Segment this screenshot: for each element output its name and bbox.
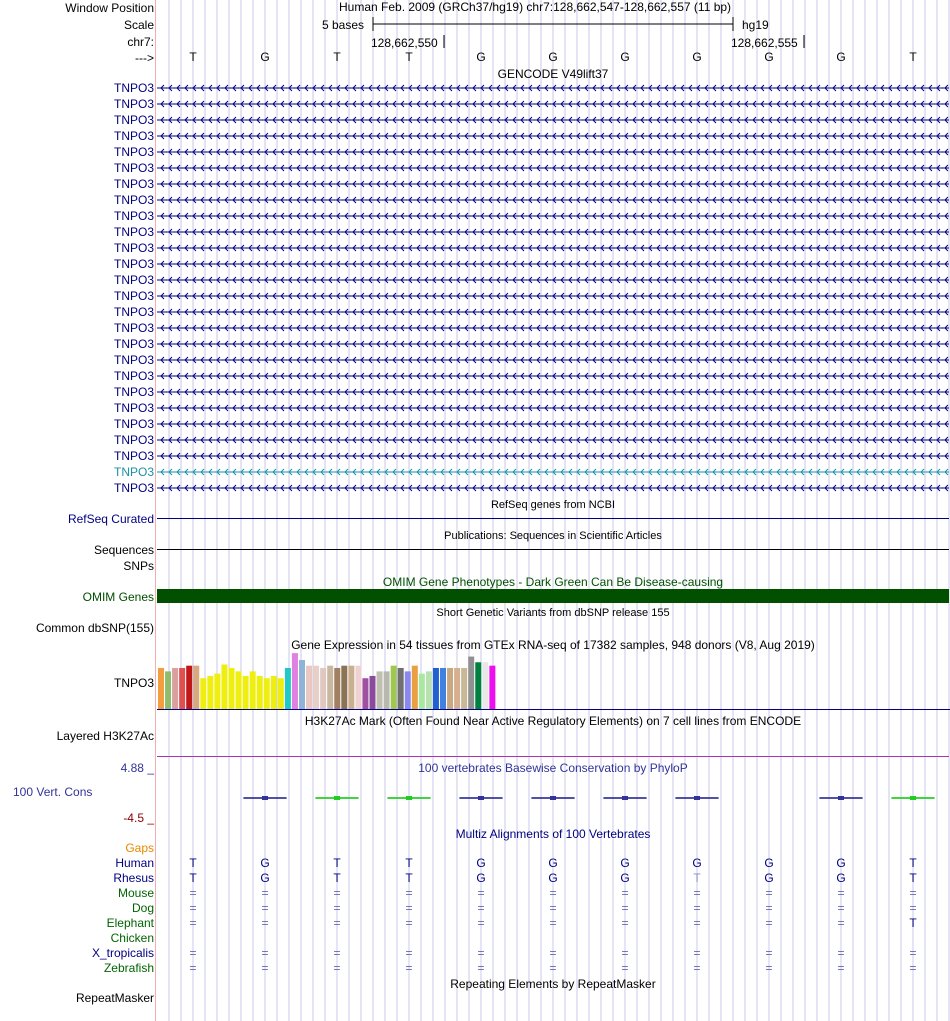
gencode-transcript[interactable] (157, 484, 949, 492)
h3k27-line[interactable] (157, 756, 949, 757)
gtex-tissue-bar (489, 666, 495, 709)
multiz-base: = (765, 901, 773, 915)
multiz-base: = (765, 916, 773, 930)
gencode-gene-label[interactable]: TNPO3 (113, 369, 154, 383)
gencode-gene-label[interactable]: TNPO3 (113, 97, 154, 111)
gencode-transcript[interactable] (157, 228, 949, 236)
multiz-base: G (476, 871, 486, 885)
base-letter: G (836, 50, 846, 64)
gtex-tissue-bar (468, 657, 474, 709)
sequences-label[interactable]: Sequences (93, 543, 154, 557)
multiz-base: = (261, 961, 269, 975)
base-letter: T (909, 50, 917, 64)
gencode-gene-label[interactable]: TNPO3 (113, 193, 154, 207)
multiz-base: = (261, 901, 269, 915)
cons-label[interactable]: 100 Vert. Cons (13, 785, 93, 799)
multiz-base: = (333, 946, 341, 960)
gtex-tissue-bar (327, 666, 333, 709)
multiz-base: = (837, 961, 845, 975)
gencode-transcript[interactable] (157, 212, 949, 220)
gtex-tissue-bar (172, 668, 178, 709)
scale-db: hg19 (742, 18, 769, 32)
multiz-base: = (909, 901, 917, 915)
gtex-tissue-bar (229, 668, 235, 709)
multiz-base: = (189, 916, 197, 930)
multiz-base: G (764, 856, 774, 870)
conservation-peak (334, 796, 340, 800)
multiz-base: G (260, 871, 270, 885)
multiz-base: = (837, 901, 845, 915)
multiz-base: = (261, 946, 269, 960)
multiz-base: = (549, 916, 557, 930)
gtex-tissue-bar (250, 671, 256, 709)
multiz-species-label[interactable]: Rhesus (113, 871, 154, 885)
multiz-base: T (333, 856, 341, 870)
multiz-base: T (189, 856, 197, 870)
gencode-gene-label[interactable]: TNPO3 (113, 129, 154, 143)
refseq-line[interactable] (157, 518, 949, 519)
multiz-base: = (909, 961, 917, 975)
multiz-base: = (189, 901, 197, 915)
multiz-species-label[interactable]: Mouse (117, 886, 154, 900)
multiz-base: T (189, 871, 197, 885)
gencode-gene-label[interactable]: TNPO3 (113, 353, 154, 367)
gencode-transcript[interactable] (157, 84, 949, 92)
omim-label[interactable]: OMIM Genes (82, 590, 154, 604)
gencode-gene-label[interactable]: TNPO3 (113, 305, 154, 319)
multiz-base: = (405, 916, 413, 930)
gtex-tissue-bar (348, 666, 354, 709)
conservation-peak (622, 796, 628, 800)
assembly-title: Human Feb. 2009 (GRCh37/hg19) chr7:128,662,547-128,662,557 (11 bp) (339, 0, 732, 14)
multiz-species-label[interactable]: Chicken (110, 931, 154, 945)
gencode-gene-label[interactable]: TNPO3 (113, 433, 154, 447)
gencode-transcript[interactable] (157, 324, 949, 332)
gtex-tissue-bar (482, 662, 488, 709)
multiz-species-label[interactable]: X_tropicalis (91, 946, 154, 960)
multiz-base: = (261, 916, 269, 930)
cons-max-label: 4.88 _ (120, 761, 154, 775)
multiz-base: T (405, 871, 413, 885)
gtex-tissue-bar (313, 666, 319, 709)
gencode-transcript[interactable] (157, 308, 949, 316)
gencode-gene-label[interactable]: TNPO3 (113, 385, 154, 399)
gencode-gene-label[interactable]: TNPO3 (113, 209, 154, 223)
base-letter: T (333, 50, 341, 64)
multiz-base: G (764, 871, 774, 885)
conservation-peak (406, 796, 412, 800)
gencode-gene-label[interactable]: TNPO3 (113, 81, 154, 95)
gencode-gene-label[interactable]: TNPO3 (113, 321, 154, 335)
multiz-base: T (693, 871, 701, 885)
multiz-base: G (476, 856, 486, 870)
gencode-gene-label[interactable]: TNPO3 (113, 177, 154, 191)
multiz-base: = (405, 961, 413, 975)
h3k27-label[interactable]: Layered H3K27Ac (56, 729, 154, 743)
pubs-title: Publications: Sequences in Scientific Articles (444, 530, 662, 542)
multiz-base: = (909, 946, 917, 960)
gencode-gene-label[interactable]: TNPO3 (113, 145, 154, 159)
gencode-gene-label[interactable]: TNPO3 (113, 225, 154, 239)
gtex-tissue-bar (412, 666, 418, 709)
conservation-peak (910, 796, 916, 800)
gaps-label[interactable]: Gaps (125, 841, 154, 855)
multiz-base: = (693, 961, 701, 975)
gtex-label[interactable]: TNPO3 (113, 676, 154, 690)
base-letter: G (476, 50, 486, 64)
gtex-tissue-bar (377, 671, 383, 709)
gencode-gene-label[interactable]: TNPO3 (113, 273, 154, 287)
multiz-base: T (333, 871, 341, 885)
gtex-tissue-bar (165, 671, 171, 709)
multiz-base: = (477, 946, 485, 960)
multiz-base: = (261, 886, 269, 900)
multiz-base: = (189, 886, 197, 900)
gencode-gene-label[interactable]: TNPO3 (113, 481, 154, 495)
gencode-gene-label[interactable]: TNPO3 (113, 449, 154, 463)
multiz-base: = (765, 946, 773, 960)
chrom-label: chr7: (127, 35, 154, 49)
dbsnp-label[interactable]: Common dbSNP(155) (35, 621, 154, 635)
multiz-base: G (620, 856, 630, 870)
conservation-plot[interactable] (0, 785, 950, 815)
snps-label[interactable]: SNPs (123, 559, 154, 573)
gencode-transcript[interactable] (157, 100, 949, 108)
multiz-base: G (692, 856, 702, 870)
conservation-peak (262, 796, 268, 800)
gtex-tissue-bar (426, 671, 432, 709)
multiz-base: G (260, 856, 270, 870)
gencode-gene-label[interactable]: TNPO3 (113, 113, 154, 127)
multiz-title: Multiz Alignments of 100 Vertebrates (455, 827, 651, 841)
coord-label-2: 128,662,555 (731, 36, 798, 50)
multiz-base: G (836, 871, 846, 885)
gtex-tissue-bar (334, 668, 340, 709)
base-letter: G (620, 50, 630, 64)
gtex-tissue-bar (278, 678, 284, 709)
scale-label: Scale (123, 18, 154, 32)
conservation-peak (694, 796, 700, 800)
h3k27-title: H3K27Ac Mark (Often Found Near Active Regulatory Elements) on 7 cell lines from ENCODE (304, 714, 802, 728)
multiz-base: = (477, 886, 485, 900)
gencode-transcript[interactable] (157, 244, 949, 252)
gencode-gene-label[interactable]: TNPO3 (113, 337, 154, 351)
multiz-base: G (548, 871, 558, 885)
multiz-species-label[interactable]: Human (115, 856, 154, 870)
multiz-base: = (189, 961, 197, 975)
gtex-tissue-bar (186, 666, 192, 709)
gtex-tissue-bar (306, 666, 312, 709)
multiz-base: = (477, 961, 485, 975)
multiz-base: = (693, 886, 701, 900)
multiz-base: G (836, 856, 846, 870)
gtex-tissue-bar (200, 678, 206, 709)
gencode-transcript[interactable] (157, 292, 949, 300)
gtex-tissue-bar (179, 668, 185, 709)
multiz-base: T (909, 871, 917, 885)
multiz-base: G (620, 871, 630, 885)
gtex-tissue-bar (285, 668, 291, 709)
multiz-base: = (333, 916, 341, 930)
conservation-peak (478, 796, 484, 800)
omim-title: OMIM Gene Phenotypes - Dark Green Can Be Disease-causing (382, 575, 724, 589)
gencode-gene-label[interactable]: TNPO3 (113, 161, 154, 175)
gtex-tissue-bar (391, 666, 397, 709)
multiz-base: = (333, 961, 341, 975)
gencode-transcript[interactable] (157, 148, 949, 156)
gtex-tissue-bar (236, 671, 242, 709)
gencode-gene-label[interactable]: TNPO3 (113, 241, 154, 255)
refseq-title: RefSeq genes from NCBI (490, 499, 616, 511)
multiz-base: = (549, 946, 557, 960)
gencode-gene-label[interactable]: TNPO3 (113, 465, 154, 479)
multiz-base: = (189, 946, 197, 960)
gencode-gene-label[interactable]: TNPO3 (113, 257, 154, 271)
omim-bar[interactable] (157, 589, 949, 603)
gtex-tissue-bar (398, 668, 404, 709)
gencode-transcript[interactable] (157, 404, 949, 412)
multiz-species-label[interactable]: Dog (131, 901, 154, 915)
gtex-title: Gene Expression in 54 tissues from GTEx RNA-seq of 17382 samples, 948 donors (V8, Aug 2019) (291, 638, 815, 652)
multiz-base: = (549, 886, 557, 900)
gtex-tissue-bar (405, 671, 411, 709)
gtex-bar-chart[interactable] (0, 650, 950, 710)
gtex-tissue-bar (299, 660, 305, 709)
gencode-transcript[interactable] (157, 180, 949, 188)
gtex-tissue-bar (193, 666, 199, 709)
multiz-base: = (621, 946, 629, 960)
gtex-tissue-bar (243, 676, 249, 709)
gencode-transcript[interactable] (157, 260, 949, 268)
gtex-tissue-bar (461, 668, 467, 709)
gencode-transcript[interactable] (157, 196, 949, 204)
coord-label-1: 128,662,550 (371, 36, 438, 50)
multiz-base: = (621, 886, 629, 900)
gtex-tissue-bar (158, 668, 164, 709)
conservation-peak (550, 796, 556, 800)
multiz-base: G (548, 856, 558, 870)
multiz-base: = (693, 946, 701, 960)
multiz-base: = (909, 886, 917, 900)
base-letter: G (548, 50, 558, 64)
cons-min-label: -4.5 _ (123, 811, 154, 825)
gtex-tissue-bar (214, 674, 220, 709)
multiz-base: = (333, 901, 341, 915)
repeat-title: Repeating Elements by RepeatMasker (450, 977, 656, 991)
multiz-base: = (837, 916, 845, 930)
gencode-transcript[interactable] (157, 276, 949, 284)
multiz-species-label[interactable]: Elephant (106, 916, 154, 930)
gtex-tissue-bar (292, 653, 298, 709)
gencode-transcript[interactable] (157, 116, 949, 124)
gencode-transcript[interactable] (157, 372, 949, 380)
multiz-base: T (909, 916, 917, 930)
gtex-tissue-bar (221, 665, 227, 709)
gencode-title: GENCODE V49lift37 (497, 67, 609, 81)
multiz-base: = (477, 916, 485, 930)
refseq-label[interactable]: RefSeq Curated (67, 512, 154, 526)
gencode-transcript[interactable] (157, 340, 949, 348)
gtex-tissue-bar (384, 671, 390, 709)
multiz-base: = (549, 961, 557, 975)
gencode-gene-label[interactable]: TNPO3 (113, 417, 154, 431)
multiz-base: = (477, 901, 485, 915)
multiz-base: = (405, 886, 413, 900)
scale-text: 5 bases (322, 18, 365, 32)
gtex-tissue-bar (454, 668, 460, 709)
conservation-peak (838, 796, 844, 800)
gtex-tissue-bar (419, 674, 425, 709)
multiz-base: = (549, 901, 557, 915)
gtex-tissue-bar (370, 676, 376, 709)
multiz-species-label[interactable]: Zebrafish (103, 961, 154, 975)
multiz-base: = (765, 961, 773, 975)
multiz-base: = (837, 946, 845, 960)
multiz-base: = (621, 961, 629, 975)
repeat-label[interactable]: RepeatMasker (75, 991, 154, 1005)
gencode-transcript[interactable] (157, 452, 949, 460)
gencode-transcript[interactable] (157, 388, 949, 396)
scale-bar (0, 0, 950, 60)
gtex-tissue-bar (475, 662, 481, 709)
gtex-tissue-bar (341, 666, 347, 709)
multiz-base: T (909, 856, 917, 870)
multiz-base: = (621, 916, 629, 930)
cons-title: 100 vertebrates Basewise Conservation by PhyloP (418, 761, 688, 775)
gtex-tissue-bar (440, 668, 446, 709)
base-letter: G (764, 50, 774, 64)
gencode-transcript[interactable] (157, 356, 949, 364)
multiz-base: = (405, 901, 413, 915)
pubs-line[interactable] (157, 549, 949, 550)
gtex-tissue-bar (320, 668, 326, 709)
gencode-gene-label[interactable]: TNPO3 (113, 289, 154, 303)
gencode-transcript[interactable] (157, 420, 949, 428)
multiz-base: = (693, 901, 701, 915)
gencode-gene-label[interactable]: TNPO3 (113, 401, 154, 415)
multiz-base: = (405, 946, 413, 960)
base-letter: T (189, 50, 197, 64)
gencode-transcript[interactable] (157, 436, 949, 444)
gtex-tissue-bar (264, 678, 270, 709)
gencode-transcript[interactable] (157, 468, 949, 476)
gtex-tissue-bar (271, 676, 277, 709)
base-letter: G (260, 50, 270, 64)
gtex-tissue-bar (433, 668, 439, 709)
multiz-base: T (405, 856, 413, 870)
gtex-tissue-bar (362, 678, 368, 709)
base-letter: T (405, 50, 413, 64)
window-position-label: Window Position (65, 1, 154, 15)
multiz-base: = (333, 886, 341, 900)
strand-label: ---> (135, 51, 154, 65)
gtex-tissue-bar (355, 666, 361, 709)
dbsnp-title: Short Genetic Variants from dbSNP release 155 (436, 607, 670, 619)
multiz-base: = (693, 916, 701, 930)
multiz-base: = (621, 901, 629, 915)
multiz-base: = (765, 886, 773, 900)
base-letter: G (692, 50, 702, 64)
gtex-tissue-bar (257, 676, 263, 709)
gtex-tissue-bar (207, 676, 213, 709)
multiz-base: = (837, 886, 845, 900)
gencode-transcript[interactable] (157, 132, 949, 140)
gencode-transcript[interactable] (157, 164, 949, 172)
gtex-tissue-bar (447, 668, 453, 709)
